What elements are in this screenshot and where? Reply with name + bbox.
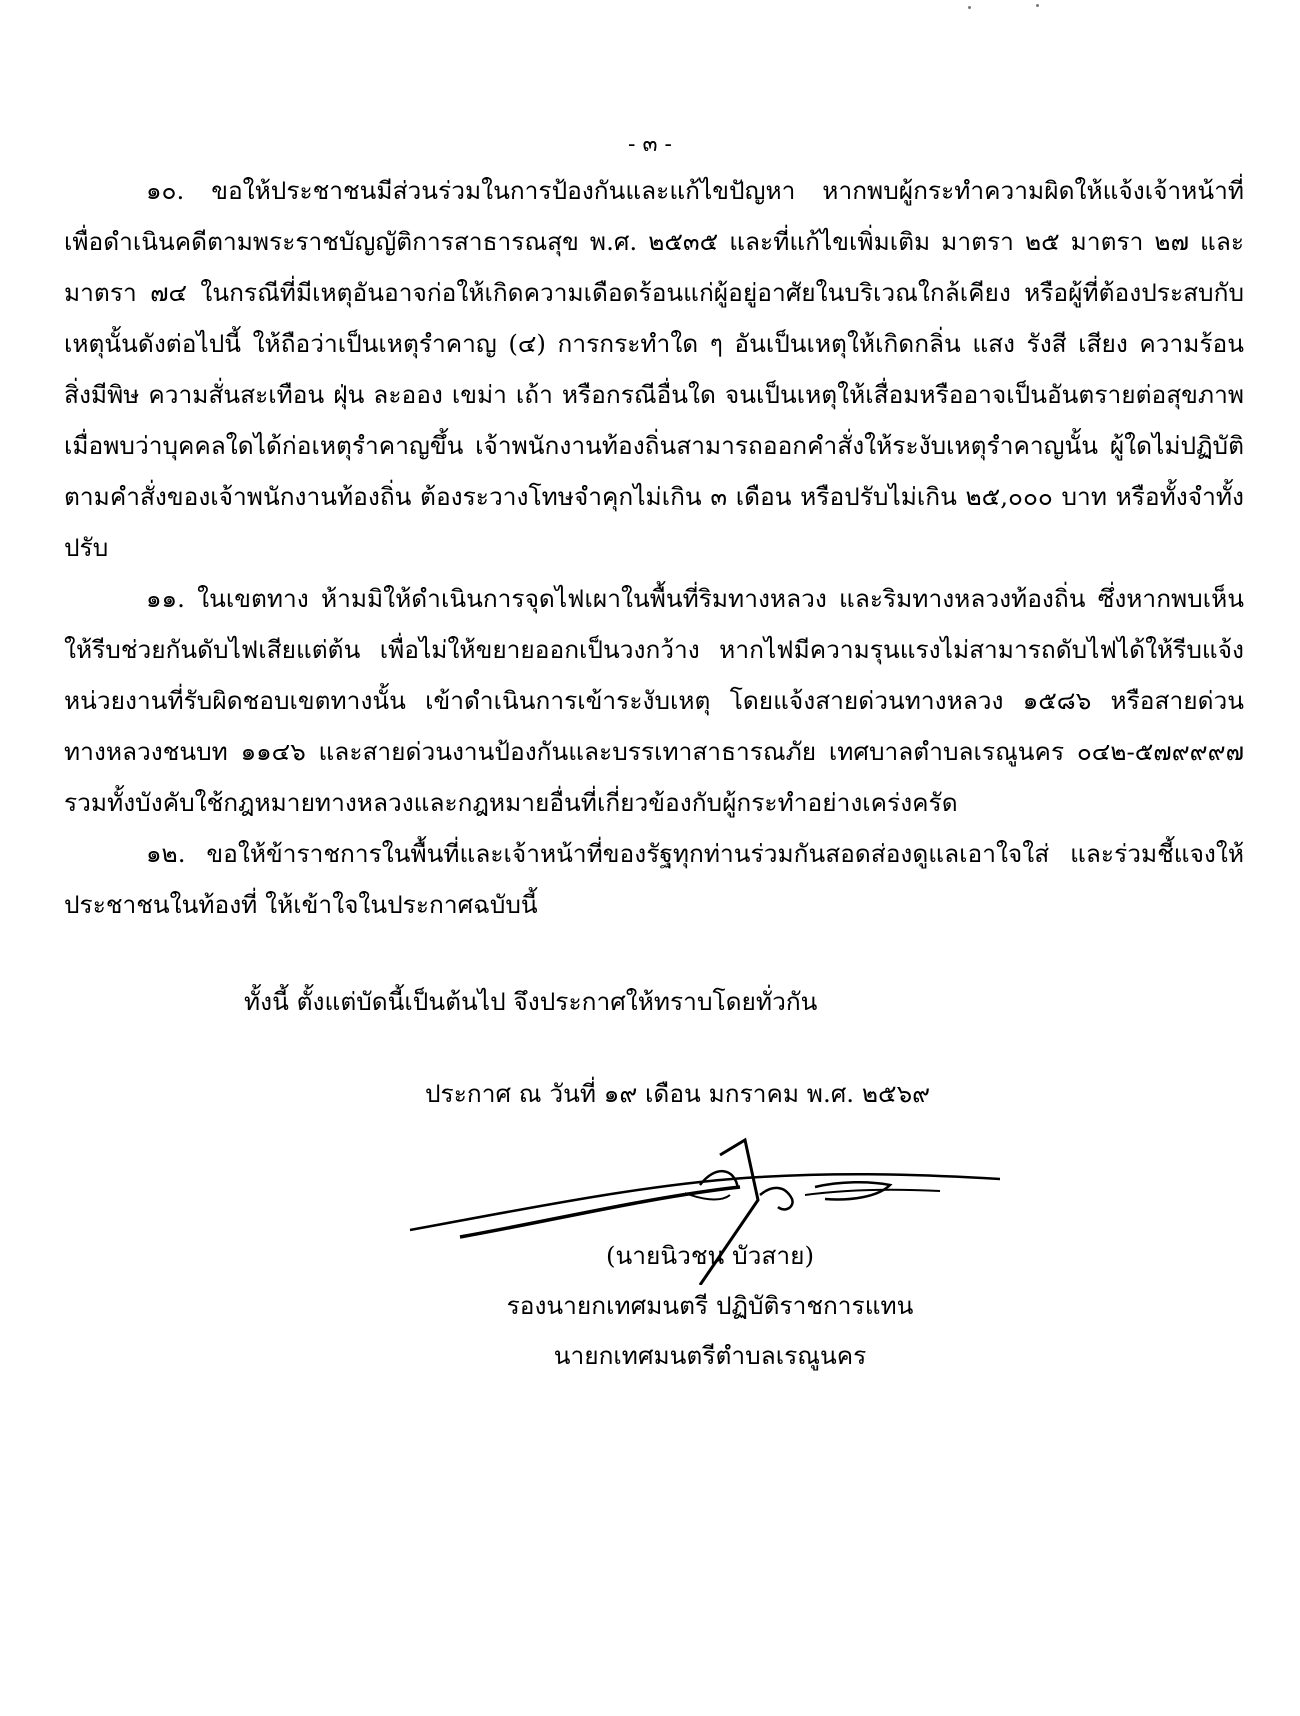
signer-name: (นายนิวชน บัวสาย)	[605, 1241, 815, 1270]
paragraph-10: ๑๐. ขอให้ประชาชนมีส่วนร่วมในการป้องกันและแก้ไขปัญหา หากพบผู้กระทำความผิดให้แจ้งเจ้าหน้าที่เพื่อดำเนินคดีตามพระราชบัญญัติการสาธารณสุข พ.ศ. ๒๕๓๕ และที่แก้ไขเพิ่มเติม มาตรา ๒๕ มาตรา ๒๗ และมาตรา ๗๔ ในกรณีที่มีเหตุอันอาจก่อให้เกิดความเดือดร้อนแก่ผู้อยู่อาศัยในบริเวณใกล้เคียง หรือผู้ที่ต้องประสบกับเหตุนั้นดังต่อไปนี้ ให้ถือว่าเป็นเหตุรำคาญ (๔) การกระทำใด ๆ อันเป็นเหตุให้เกิดกลิ่น แสง รังสี เสียง ความร้อน สิ่งมีพิษ ความสั่นสะเทือน ฝุ่น ละออง เขม่า เถ้า หรือกรณีอื่นใด จนเป็นเหตุให้เสื่อมหรืออาจเป็นอันตรายต่อสุขภาพ เมื่อพบว่าบุคคลใดได้ก่อเหตุรำคาญขึ้น เจ้าพนักงานท้องถิ่นสามารถออกคำสั่งให้ระงับเหตุรำคาญนั้น ผู้ใดไม่ปฏิบัติตามคำสั่งของเจ้าพนักงานท้องถิ่น ต้องระวางโทษจำคุกไม่เกิน ๓ เดือน หรือปรับไม่เกิน ๒๕,๐๐๐ บาท หรือทั้งจำทั้งปรับ	[64, 176, 1244, 562]
paragraph-12: ๑๒. ขอให้ข้าราชการในพื้นที่และเจ้าหน้าที่ของรัฐทุกท่านร่วมกันสอดส่องดูแลเอาใจใส่ และร่วมชี้แจงให้ประชาชนในท้องที่ ให้เข้าใจในประกาศฉบับนี้	[64, 839, 1244, 919]
paragraph-11: ๑๑. ในเขตทาง ห้ามมิให้ดำเนินการจุดไฟเผาในพื้นที่ริมทางหลวง และริมทางหลวงท้องถิ่น ซึ่งหากพบเห็นให้รีบช่วยกันดับไฟเสียแต่ต้น เพื่อไม่ให้ขยายออกเป็นวงกว้าง หากไฟมีความรุนแรงไม่สามารถดับไฟได้ให้รีบแจ้งหน่วยงานที่รับผิดชอบเขตทางนั้น เข้าดำเนินการเข้าระงับเหตุ โดยแจ้งสายด่วนทางหลวง ๑๕๘๖ หรือสายด่วนทางหลวงชนบท ๑๑๔๖ และสายด่วนงานป้องกันและบรรเทาสาธารณภัย เทศบาลตำบลเรณูนคร ๐๔๒-๕๗๙๙๙๗ รวมทั้งบังคับใช้กฎหมายทางหลวงและกฎหมายอื่นที่เกี่ยวข้องกับผู้กระทำอย่างเคร่งครัด	[64, 584, 1244, 817]
signer-title: นายกเทศมนตรีตำบลเรณูนคร	[553, 1341, 867, 1370]
page-number: - ๓ -	[628, 132, 672, 157]
announcement-body	[64, 165, 1244, 930]
scan-speck	[1036, 4, 1039, 7]
signer-position: รองนายกเทศมนตรี ปฏิบัติราชการแทน	[506, 1291, 914, 1320]
scan-speck	[968, 6, 971, 9]
announcement-date: ประกาศ ณ วันที่ ๑๙ เดือน มกราคม พ.ศ. ๒๕๖๙	[425, 1079, 931, 1108]
closing-statement: ทั้งนี้ ตั้งแต่บัดนี้เป็นต้นไป จึงประกาศให้ทราบโดยทั่วกัน	[244, 987, 818, 1016]
